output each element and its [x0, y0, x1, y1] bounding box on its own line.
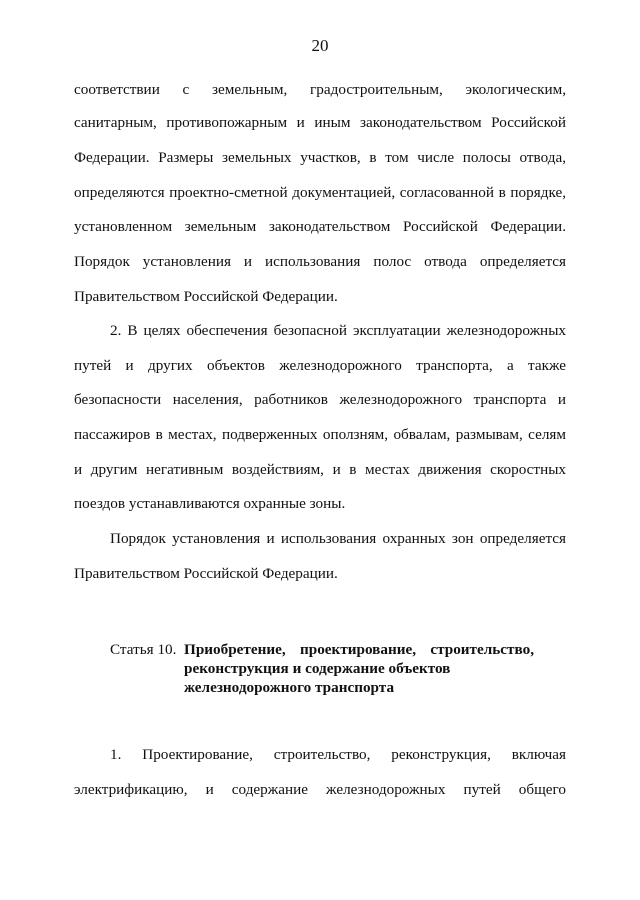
para1-line-5: установленном земельным законодательством Российской Федерации. [74, 218, 566, 235]
para1-line-4: определяются проектно-сметной документацией, согласованной в порядке, [74, 184, 566, 201]
para2-line-6: поездов устанавливаются охранные зоны. [74, 495, 346, 512]
article-title-line-1: Приобретение, проектирование, строительство, [184, 641, 534, 658]
para2-line-5: и другим негативным воздействиям, и в местах движения скоростных [74, 461, 566, 478]
para1-line-2: санитарным, противопожарным и иным законодательством Российской [74, 114, 566, 131]
para2-line-4: пассажиров в местах, подверженных оползням, обвалам, размывам, селям [74, 426, 566, 443]
para1-line-7: Правительством Российской Федерации. [74, 288, 338, 305]
para4-line-2: электрификацию, и содержание железнодорожных путей общего [74, 781, 566, 798]
para1-line-3: Федерации. Размеры земельных участков, в том числе полосы отвода, [74, 149, 566, 166]
para2-line-2: путей и других объектов железнодорожного транспорта, а также [74, 357, 566, 374]
article-label: Статья 10. [110, 641, 177, 658]
article-title-line-2: реконструкция и содержание объектов [184, 660, 451, 677]
page-number: 20 [311, 36, 329, 55]
para3-line-2: Правительством Российской Федерации. [74, 565, 338, 582]
para4-line-1: 1. Проектирование, строительство, реконструкция, включая [110, 746, 566, 763]
para1-line-1: соответствии с земельным, градостроительным, экологическим, [74, 81, 566, 98]
para2-line-1: 2. В целях обеспечения безопасной эксплуатации железнодорожных [110, 322, 566, 339]
para1-line-6: Порядок установления и использования полос отвода определяется [74, 253, 566, 270]
para3-line-1: Порядок установления и использования охранных зон определяется [110, 530, 566, 547]
para2-line-3: безопасности населения, работников железнодорожного транспорта и [74, 391, 566, 408]
article-title-line-3: железнодорожного транспорта [184, 679, 395, 696]
